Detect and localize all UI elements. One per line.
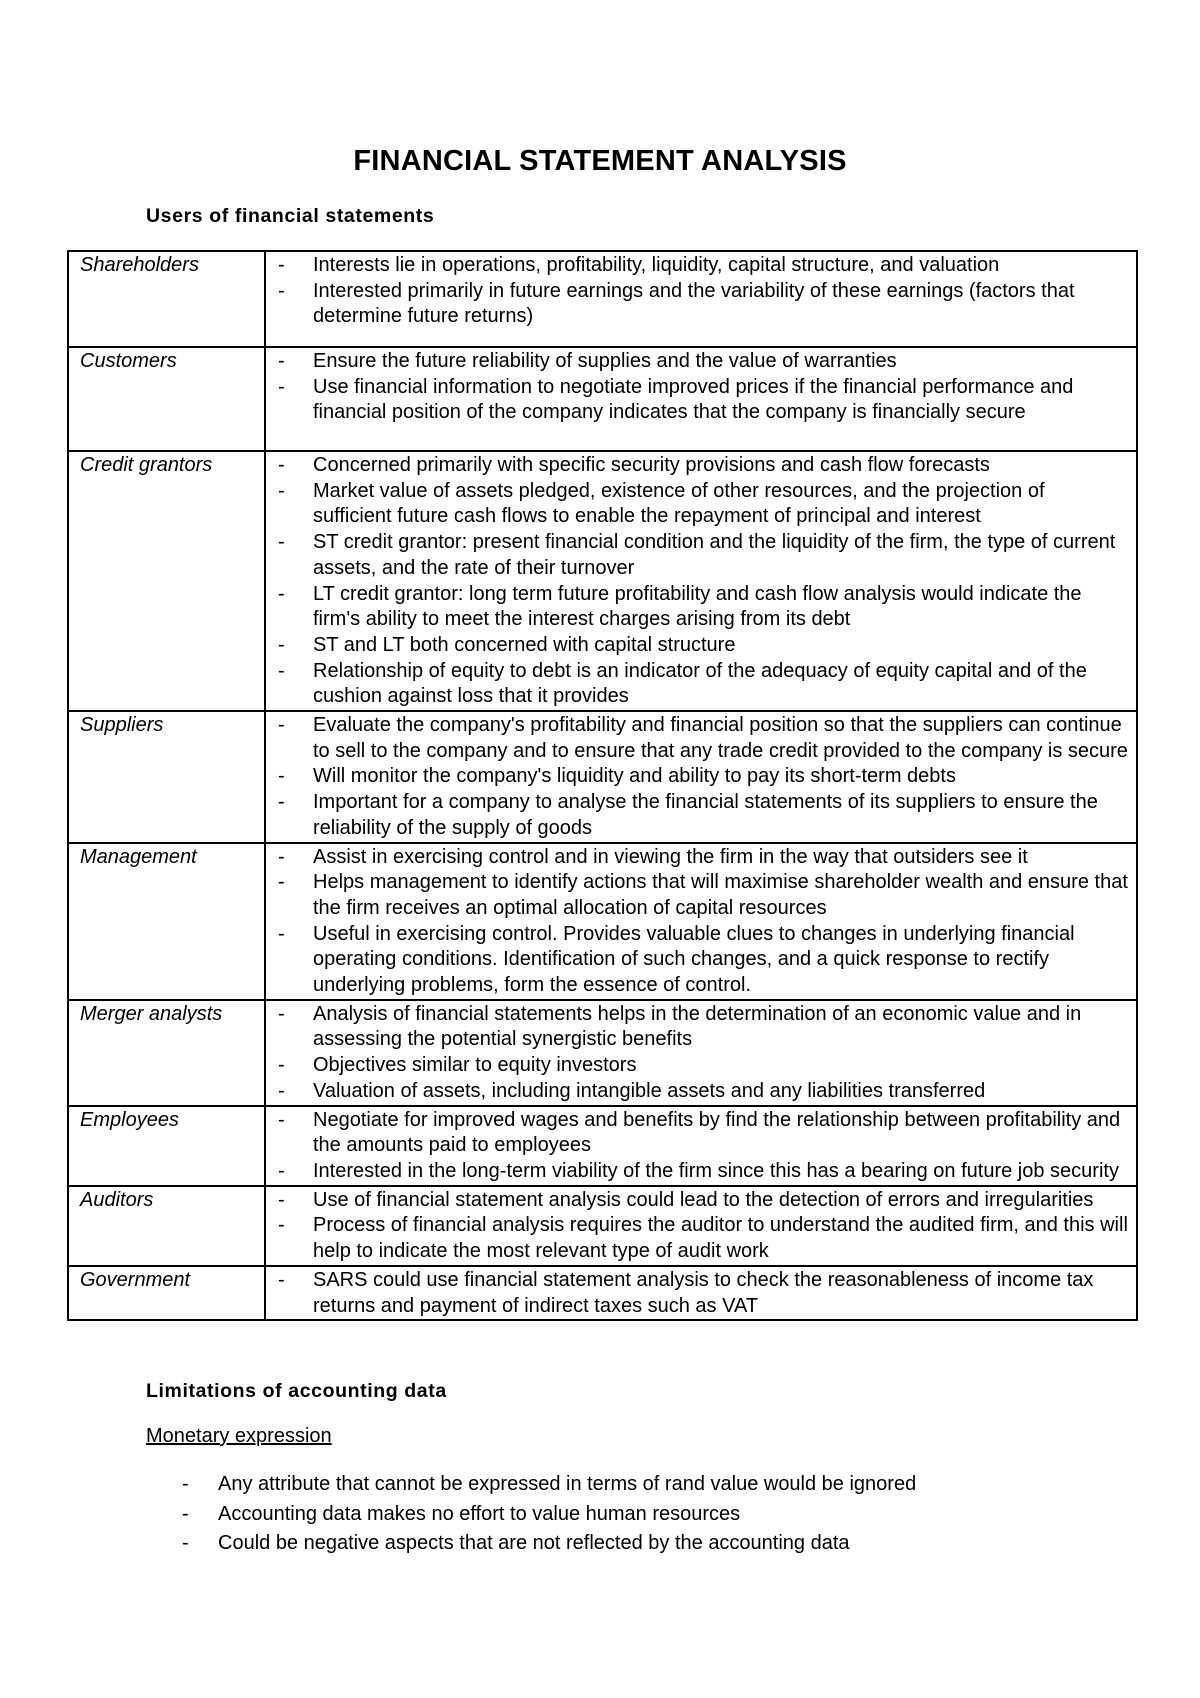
list-item: - Ensure the future reliability of supplies and the value of warranties (277, 349, 1128, 375)
list-item: - Relationship of equity to debt is an indicator of the adequacy of equity capital and of the cushion against loss that it provides (277, 659, 1128, 710)
user-cell: Merger analysts (68, 1000, 265, 1106)
user-cell: Employees (68, 1106, 265, 1186)
list-item: - Use financial information to negotiate improved prices if the financial performance and financial position of the company indicates that the company is financially secure (277, 375, 1128, 426)
user-cell: Customers (68, 347, 265, 451)
list-item: - Important for a company to analyse the financial statements of its suppliers to ensure the reliability of the supply of goods (277, 790, 1128, 841)
list-item: - Will monitor the company's liquidity and ability to pay its short-term debts (277, 764, 1128, 790)
table-row (68, 1186, 1137, 1266)
list-item: - Objectives similar to equity investors (277, 1053, 1128, 1079)
table-row (68, 451, 1137, 711)
list-item: - Could be negative aspects that are not reflected by the accounting data (182, 1529, 916, 1559)
user-cell: Management (68, 843, 265, 1000)
list-item: - Helps management to identify actions that will maximise shareholder wealth and ensure that the firm receives an optimal allocation of capital resources (277, 870, 1128, 921)
list-item: - Any attribute that cannot be expressed in terms of rand value would be ignored (182, 1470, 916, 1500)
monetary-expression-heading: Monetary expression (146, 1425, 332, 1447)
list-item: - Negotiate for improved wages and benefits by find the relationship between profitability and the amounts paid to employees (277, 1108, 1128, 1159)
points-cell (265, 1186, 1137, 1266)
users-table (67, 250, 1138, 1321)
list-item: - Evaluate the company's profitability and financial position so that the suppliers can continue to sell to the company and to ensure that any trade credit provided to the company is secure (277, 713, 1128, 764)
monetary-expression-list (182, 1470, 916, 1559)
table-row (68, 347, 1137, 451)
list-item: - Assist in exercising control and in viewing the firm in the way that outsiders see it (277, 845, 1128, 871)
list-item: - Valuation of assets, including intangible assets and any liabilities transferred (277, 1079, 1128, 1105)
points-cell (265, 1106, 1137, 1186)
list-item: - Accounting data makes no effort to value human resources (182, 1500, 916, 1530)
list-item: - LT credit grantor: long term future profitability and cash flow analysis would indicate the firm's ability to meet the interest charges arising from its debt (277, 582, 1128, 633)
points-cell (265, 347, 1137, 451)
list-item: - Use of financial statement analysis could lead to the detection of errors and irregularities (277, 1188, 1128, 1214)
points-cell (265, 451, 1137, 711)
list-item: - Interested primarily in future earnings and the variability of these earnings (factors that determine future returns) (277, 279, 1128, 330)
table-row (68, 1266, 1137, 1320)
list-item: - Interests lie in operations, profitability, liquidity, capital structure, and valuation (277, 253, 1128, 279)
user-cell: Suppliers (68, 711, 265, 843)
list-item: - SARS could use financial statement analysis to check the reasonableness of income tax returns and payment of indirect taxes such as VAT (277, 1268, 1128, 1319)
user-cell: Auditors (68, 1186, 265, 1266)
user-cell: Shareholders (68, 251, 265, 347)
users-heading: Users of financial statements (146, 205, 435, 227)
limitations-heading: Limitations of accounting data (146, 1380, 447, 1402)
page-title: FINANCIAL STATEMENT ANALYSIS (353, 145, 847, 177)
list-item: - Concerned primarily with specific security provisions and cash flow forecasts (277, 453, 1128, 479)
user-cell: Government (68, 1266, 265, 1320)
table-row (68, 1106, 1137, 1186)
points-cell (265, 843, 1137, 1000)
table-row (68, 251, 1137, 347)
list-item: - Process of financial analysis requires the auditor to understand the audited firm, and this will help to indicate the most relevant type of audit work (277, 1213, 1128, 1264)
user-cell: Credit grantors (68, 451, 265, 711)
list-item: - ST credit grantor: present financial condition and the liquidity of the firm, the type of current assets, and the rate of their turnover (277, 530, 1128, 581)
points-cell (265, 251, 1137, 347)
list-item: - Interested in the long-term viability of the firm since this has a bearing on future job security (277, 1159, 1128, 1185)
points-cell (265, 711, 1137, 843)
table-row (68, 843, 1137, 1000)
list-item: - Market value of assets pledged, existence of other resources, and the projection of sufficient future cash flows to enable the repayment of principal and interest (277, 479, 1128, 530)
list-item: - Analysis of financial statements helps in the determination of an economic value and in assessing the potential synergistic benefits (277, 1002, 1128, 1053)
points-cell (265, 1000, 1137, 1106)
list-item: - Useful in exercising control. Provides valuable clues to changes in underlying financial operating conditions. Identification of such changes, and a quick response to rectify underlying problems, form the essence of control. (277, 922, 1128, 999)
points-cell (265, 1266, 1137, 1320)
table-row (68, 1000, 1137, 1106)
list-item: - ST and LT both concerned with capital structure (277, 633, 1128, 659)
table-row (68, 711, 1137, 843)
